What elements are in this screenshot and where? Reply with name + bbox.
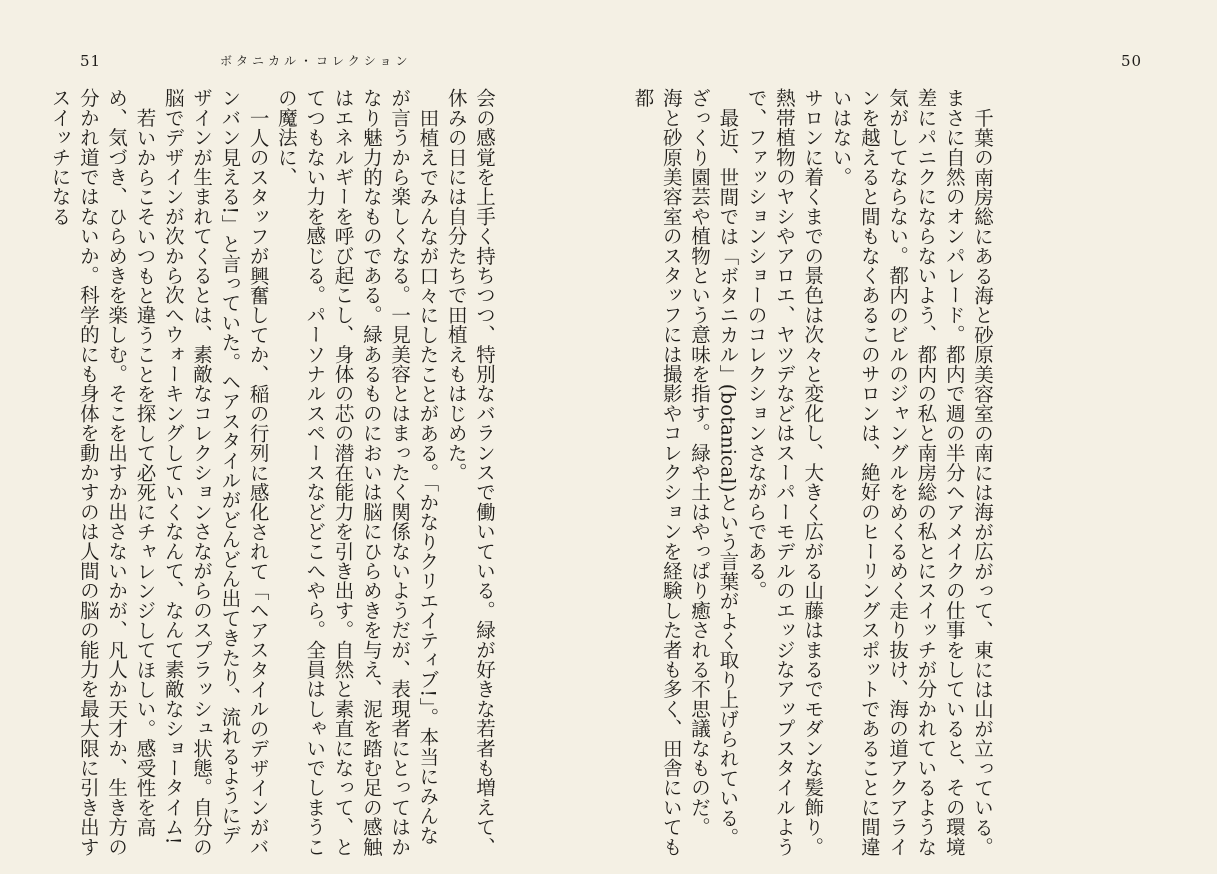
paragraph: 田植えでみんなが口々にしたことがある。「かなりクリエイティブ!」。本当にみんなが言うから楽しくなる。一見美容とはまったく関係ないようだが、表現者にとってはかなり魅力的なものである。緑あるものにおいは脳にひらめきを与え、泥を踏む足の感触はエネルギーを呼び起こし、身体の芯の潜在能力を引き出す。自然と素直になって、とてつもない力を感じる。パーソナルスペースなどどこへやら。全員はしゃいでしまうこの魔法に、	[274, 88, 440, 857]
paragraph: 若いからこそいつもと違うことを探して必死にチャレンジしてほしい。感受性を高め、気づき、ひらめきを楽しむ。そこを出すか出さないかが、凡人か天才か、生き方の分かれ道ではないか。科学的にも身体を動かすのは人間の脳の能力を最大限に引き出すスイッチになる	[48, 88, 157, 857]
left-page-body	[48, 88, 498, 858]
paragraph: サロンに着くまでの景色は次々と変化し、大きく広がる山藤はまるでモダンな髪飾り。熱帯植物のヤシやアロエ、ヤツデなどはスーパーモデルのエッジなアップスタイルようで、ファッションショーのコレクションさながらである。	[744, 88, 825, 857]
paragraph: 会の感覚を上手く持ちつつ、特別なバランスで働いている。緑が好きな若者も増えて、休みの日には自分たちで田植えもはじめた。	[444, 88, 496, 857]
page-number-left: 51	[80, 52, 102, 70]
paragraph: 一人のスタッフが興奮してか、稲の行列に感化されて「ヘアスタイルのデザインがバンバン見える!」と言っていた。ヘアスタイルがどんどん出てきたり、流れるようにデザインが生まれてくるとは、素敵なコレクションさながらのスプラッシュ状態。自分の脳でデザインが次から次へウォーキングしていくなんて、なんて素敵なショータイム!	[161, 88, 270, 857]
paragraph: 海と砂原美容室のスタッフには撮影やコレクションを経験した者も多く、田舎にいても都	[631, 88, 683, 857]
right-page-body	[631, 88, 996, 858]
paragraph: 最近、世間では「ボタニカル」(botanical)という言葉がよく取り上げられている。ざっくり園芸や植物という意味を指す。緑や土はやっぱり癒される不思議なものだ。	[688, 88, 740, 847]
running-head: ボタニカル・コレクション	[220, 54, 412, 68]
page-number-right: 50	[1121, 52, 1143, 70]
paragraph: 千葉の南房総にある海と砂原美容室の南には海が広がって、東には山が立っている。まさに自然のオンパレード。都内で週の半分ヘアメイクの仕事をしていると、その環境差にパニクにならないよう、都内の私と南房総の私とにスイッチが分かれているような気がしてならない。都内のビルのジャングルをめくるめく走り抜け、海の道アクアラインを越えると間もなくあるこのサロンは、絶好のヒーリングスポットであることに間違いはない。	[829, 88, 994, 857]
